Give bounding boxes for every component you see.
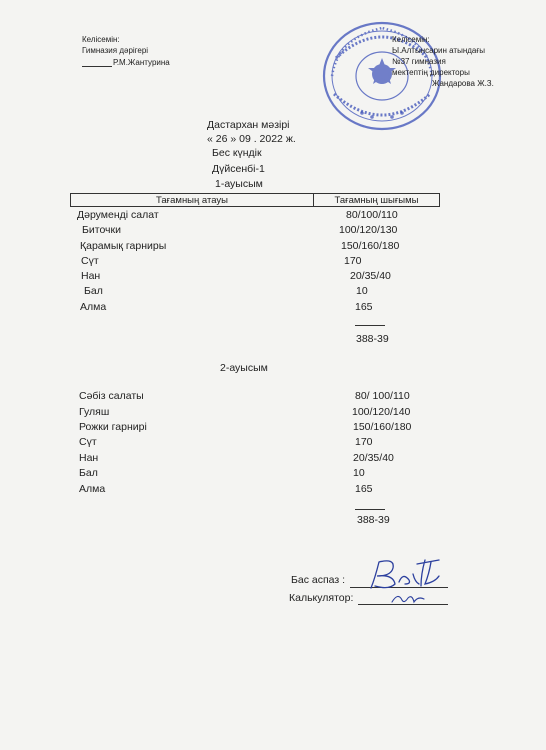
doctor-title: Гимназия дәрігері: [82, 46, 149, 55]
shift-1-item-yield: 150/160/180: [341, 240, 400, 252]
shift-2-item-yield: 150/160/180: [353, 421, 412, 433]
shift-1-item-name: Сүт: [81, 255, 99, 267]
shift-1-item-yield: 20/35/40: [350, 270, 391, 282]
school-name: Ы.Алтынсарин атындағы: [392, 46, 486, 55]
column-header-yield: Тағамның шығымы: [314, 194, 440, 207]
calculator-signature-icon: [388, 590, 428, 606]
column-header-name: Тағамның атауы: [71, 194, 314, 207]
shift-1-item-yield: 10: [356, 285, 368, 297]
doctor-signature-line: [82, 66, 112, 67]
shift-1-item-name: Қарамық гарниры: [80, 240, 167, 252]
shift-1-item-yield: 165: [355, 301, 373, 313]
shift-2-item-name: Сүт: [79, 436, 97, 448]
calculator-label: Калькулятор:: [289, 592, 354, 604]
shift-2-total: 388-39: [357, 514, 390, 526]
shift-1-total: 388-39: [356, 333, 389, 345]
shift-1-item-name: Бал: [84, 285, 103, 297]
shift-1-item-name: Биточки: [82, 224, 121, 236]
shift-2-item-yield: 10: [353, 467, 365, 479]
menu-title: Дастархан мәзірі: [207, 119, 290, 131]
shift-2-item-name: Алма: [79, 483, 106, 495]
shift-2-item-name: Сәбіз салаты: [79, 390, 144, 402]
menu-period: Бес күндік: [212, 147, 262, 159]
shift-2-item-yield: 170: [355, 436, 373, 448]
shift-2-item-yield: 100/120/140: [352, 406, 411, 418]
shift-1-item-yield: 100/120/130: [339, 224, 398, 236]
shift-1-item-yield: 80/100/110: [346, 209, 398, 221]
doctor-name: Р.М.Жантурина: [113, 58, 170, 67]
shift-1-item-name: Дәруменді салат: [77, 209, 159, 221]
chef-signature-icon: [365, 554, 445, 594]
shift-1-item-name: Алма: [80, 301, 107, 313]
shift-1-item-name: Нан: [81, 270, 101, 282]
shift-2-item-yield: 80/ 100/110: [355, 390, 410, 402]
shift-2-item-name: Гуляш: [79, 406, 110, 418]
shift-1-item-yield: 170: [344, 255, 362, 267]
agreed-label: Келісемін:: [82, 35, 120, 44]
gymnasium-number: №37 гимназия: [392, 57, 446, 66]
director-title: мектептің директоры: [392, 68, 470, 77]
director-name: Жандарова Ж.З.: [432, 79, 494, 88]
shift-2-label: 2-ауысым: [220, 362, 268, 374]
shift-1-total-rule: [355, 325, 385, 326]
shift-2-item-name: Рожки гарнирі: [79, 421, 147, 433]
menu-date: « 26 » 09 . 2022 ж.: [207, 133, 296, 145]
shift-2-total-rule: [355, 509, 385, 510]
menu-day: Дүйсенбі-1: [212, 163, 265, 175]
approval-label: Келісемін:: [392, 35, 430, 44]
shift-2-item-yield: 20/35/40: [353, 452, 394, 464]
menu-table-header: [70, 193, 440, 207]
chef-label: Бас аспаз :: [291, 574, 346, 586]
shift-1-label: 1-ауысым: [215, 178, 263, 190]
shift-2-item-name: Бал: [79, 467, 98, 479]
shift-2-item-yield: 165: [355, 483, 373, 495]
shift-2-item-name: Нан: [79, 452, 99, 464]
